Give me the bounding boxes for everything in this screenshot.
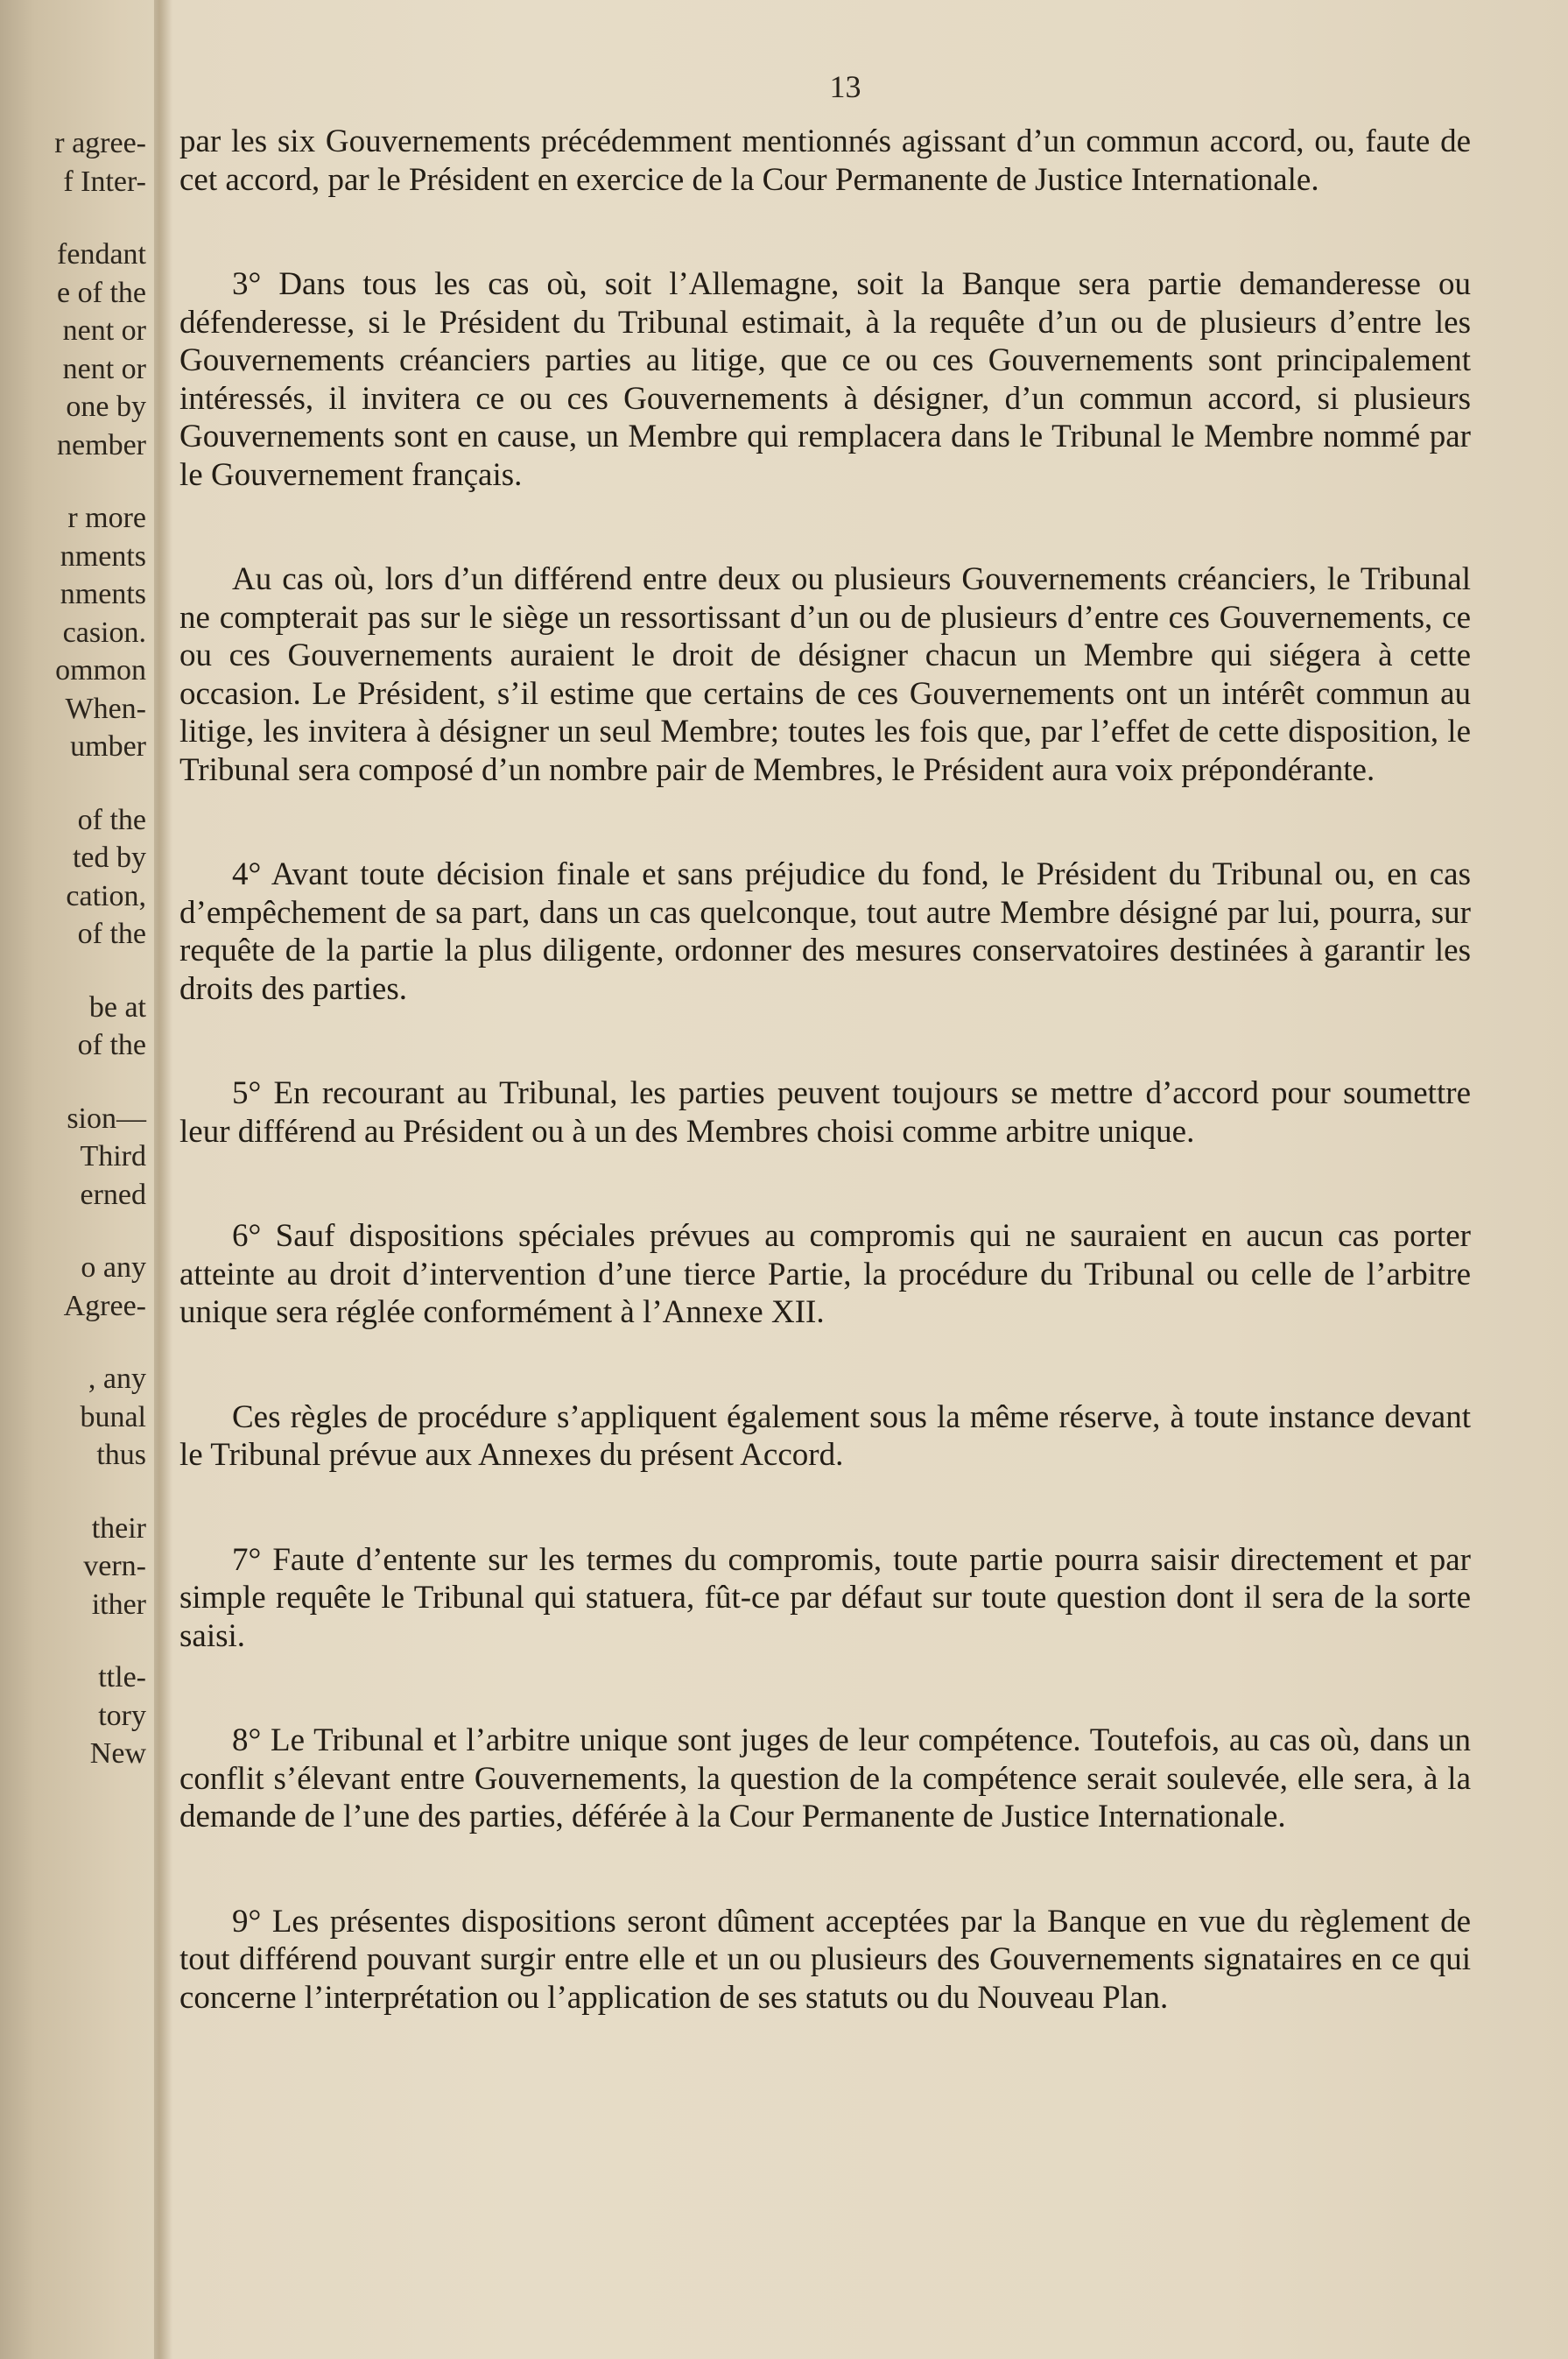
facing-page-fragment: thus [96,1439,146,1471]
facing-page-fragment: erned [80,1178,146,1211]
paragraph-article-4: 4° Avant toute décision finale et sans préjudice du fond, le Président du Tribunal ou, en cas d’empêchement de sa part, dans un cas quelconque, tout autre Membre désigné par lui, pourra, sur requête de la partie la plus diligente, ordonner des mesures conservatoires destinées à garantir les droits des parties. [179,856,1471,1007]
facing-page-fragment: nember [57,428,146,461]
facing-page-fragment: ted by [72,841,146,874]
paragraph-article-8: 8° Le Tribunal et l’arbitre unique sont juges de leur compétence. Toutefois, au cas où, dans un conflit s’élevant entre Gouvernements, la question de la compétence serait soulevée, elle sera, à la demande de l’une des parties, déférée à la Cour Permanente de Justice Internationale. [179,1722,1471,1834]
facing-page-fragment: New [89,1737,146,1770]
facing-page-fragment: nments [60,578,146,610]
facing-page-fragment: e of the [57,276,146,309]
main-text-column [179,123,1471,2083]
facing-page-fragment: umber [70,730,146,763]
paragraph-article-3-cont: Au cas où, lors d’un différend entre deux ou plusieurs Gouvernements créanciers, le Tribunal ne compterait pas sur le siège un ressortissant d’un ou de plusieurs d’entre ces Gouvernements, ce ou ces Gouvernements auraient le droit de désigner chacun un Membre qui siégera à cette occasion. Le Président, s’il estime que certains de ces Gouvernements ont un intérêt commun au litige, les invitera à désigner un seul Membre; toutes les fois que, par l’effet de cette disposition, le Tribunal sera composé d’un nombre pair de Membres, le Président aura voix prépondérante. [179,561,1471,788]
facing-page-fragment: ommon [55,654,146,687]
page-number: 13 [829,69,861,104]
paragraph-article-5: 5° En recourant au Tribunal, les parties peuvent toujours se mettre d’accord pour soumettre leur différend au Président ou à un des Membres choisi comme arbitre unique. [179,1075,1471,1150]
paragraph-article-7: 7° Faute d’entente sur les termes du compromis, toute partie pourra saisir directement et par simple requête le Tribunal qui statuera, fût-ce par défaut sur toute question dont il sera de la sorte saisi. [179,1541,1471,1654]
facing-page-fragment: Agree- [63,1289,146,1322]
facing-page-fragment: r agree- [54,127,146,159]
facing-page-fragment: their [91,1511,146,1545]
facing-page-fragment: o any [81,1251,146,1284]
paragraph-article-6: 6° Sauf dispositions spéciales prévues au compromis qui ne sauraient en aucun cas porter atteinte au droit d’intervention d’une tierce Partie, la procédure du Tribunal ou celle de l’arbitre unique sera réglée conformément à l’Annexe XII. [179,1218,1471,1330]
facing-page-fragment: nent or [62,352,146,385]
facing-page-fragment: of the [77,918,146,950]
facing-page-fragment: ither [91,1588,146,1621]
facing-page-fragment: r more [67,502,146,534]
paragraph-article-9: 9° Les présentes dispositions seront dûment acceptées par la Banque en vue du règlement de tout différend pouvant surgir entre elle et un ou plusieurs des Gouvernements signataires en ce qui concerne l’interprétation ou l’application de ses statuts ou du Nouveau Plan. [179,1903,1471,2016]
facing-page-fragments [0,0,153,2359]
facing-page-fragment: ttle- [98,1661,146,1694]
facing-page-fragment: , any [88,1363,146,1395]
facing-page-fragment: Third [80,1140,146,1172]
facing-page-fragment: When- [65,692,146,725]
facing-page-fragment: cation, [66,879,146,912]
facing-page-fragment: of the [77,1029,146,1061]
facing-page-fragment: nments [60,539,146,573]
facing-page-fragment: one by [66,391,146,423]
facing-page-fragment: f Inter- [63,165,146,198]
paragraph-continuation: par les six Gouvernements précédemment mentionnés agissant d’un commun accord, ou, faute de cet accord, par le Président en exercice de la Cour Permanente de Justice Internationale. [179,123,1471,198]
paragraph-article-6-cont: Ces règles de procédure s’appliquent également sous la même réserve, à toute instance devant le Tribunal prévue aux Annexes du présent Accord. [179,1398,1471,1473]
facing-page-fragment: nent or [62,314,146,347]
facing-page-fragment: of the [77,803,146,836]
facing-page-fragment: casion. [62,616,146,649]
facing-page-fragment: sion— [67,1102,146,1135]
facing-page-fragment: tory [98,1699,146,1732]
facing-page-fragment: vern- [83,1550,146,1582]
facing-page-fragment: be at [88,990,146,1024]
paragraph-article-3: 3° Dans tous les cas où, soit l’Allemagne, soit la Banque sera partie demanderesse ou défenderesse, si le Président du Tribunal estimait, à la requête d’un ou de plusieurs d’entre les Gouvernements créanciers parties au litige, que ce ou ces Gouvernements sont principalement intéressés, il invitera ce ou ces Gouvernements à désigner, d’un commun accord, si plusieurs Gouvernements sont en cause, un Membre qui remplacera dans le Tribunal le Membre nommé par le Gouvernement français. [179,266,1471,493]
facing-page-fragment: bunal [80,1400,146,1433]
book-gutter [154,0,173,2359]
facing-page-fragment: fendant [57,238,146,271]
